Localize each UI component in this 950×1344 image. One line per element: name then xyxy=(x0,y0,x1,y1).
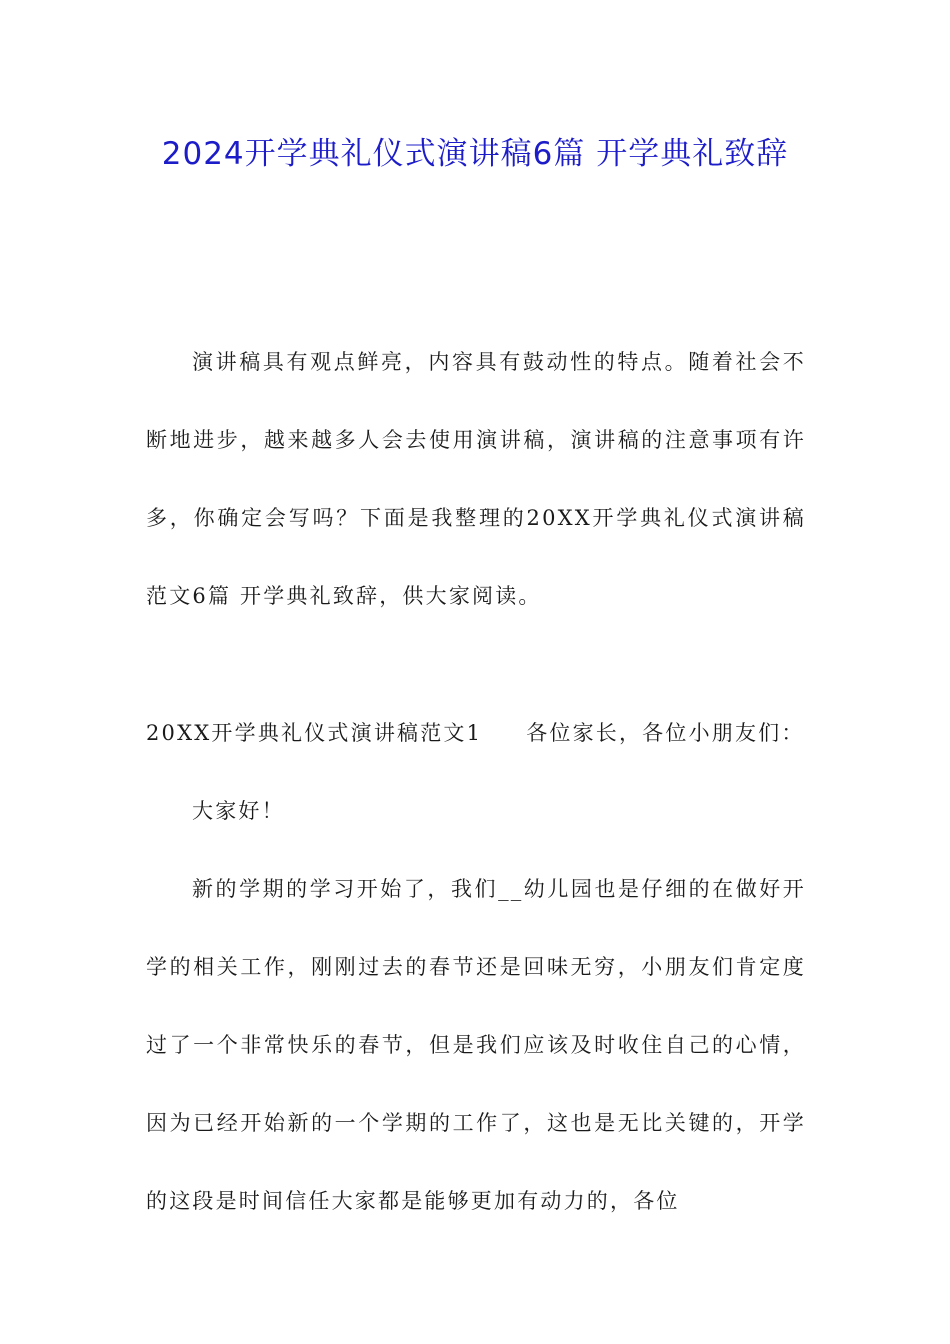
salutation: 各位家长，各位小朋友们： xyxy=(526,721,805,745)
greeting: 大家好！ xyxy=(192,799,285,823)
document-title: 2024开学典礼仪式演讲稿6篇 开学典礼致辞 xyxy=(161,136,789,172)
body-paragraph: 新的学期的学习开始了，我们__幼儿园也是仔细的在做好开学的相关工作，刚刚过去的春节还是回味无穷，小朋友们肯定度过了一个非常快乐的春节，但是我们应该及时收住自己的心情，因为已经开始新的一个学期的工作了，这也是无比关键的，开学的这段是时间信任大家都是能够更加有动力的，各位 xyxy=(146,877,806,1213)
intro-paragraph: 演讲稿具有观点鲜亮，内容具有鼓动性的特点。随着社会不断地进步，越来越多人会去使用演讲稿，演讲稿的注意事项有许多，你确定会写吗？下面是我整理的20XX开学典礼仪式演讲稿范文6篇 开学典礼致辞，供大家阅读。 xyxy=(146,350,806,608)
section-heading-line xyxy=(146,694,806,772)
section-heading: 20XX开学典礼仪式演讲稿范文1 xyxy=(146,721,483,745)
